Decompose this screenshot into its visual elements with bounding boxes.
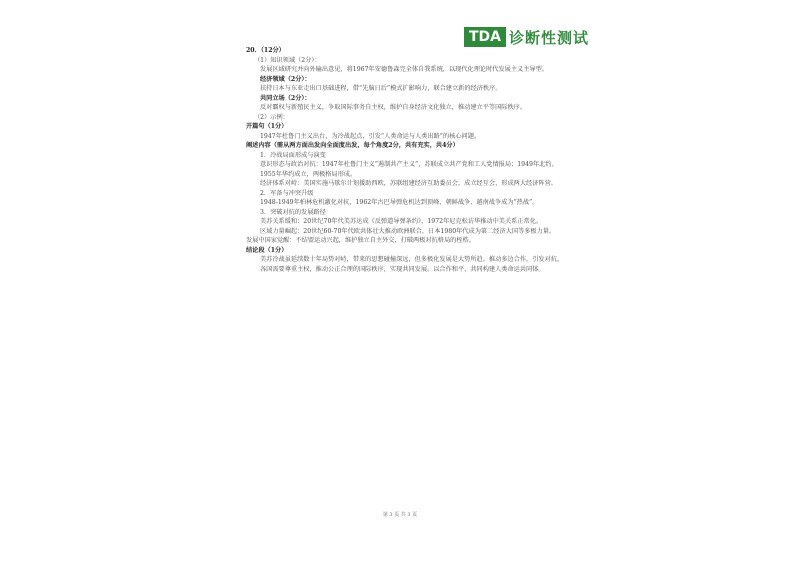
content-line: 发展中国家觉醒：不结盟运动兴起，维护独立自主外交，打破两极对抗格局的桎梏。 (246, 237, 475, 244)
content-line: 反对霸权与新殖民主义，争取国际事务自主权，维护自身经济文化独立，推动建立平等国际秩序。 (260, 104, 527, 111)
tda-logo (464, 27, 589, 47)
page-footer: 第 3 页 共 3 页 (382, 512, 418, 518)
content-line: （1）知识领域（2分）： (254, 56, 321, 64)
content-line: 美苏关系缓和：20世纪70年代美苏达成《反弹道导弹条约》，1972年尼克松访华推动中美关系正常化。 (260, 218, 543, 225)
content-line: 经济体系对峙：美国实施马歇尔计划援助西欧，苏联组建经济互助委员会，成立经互会，形成两大经济阵营。 (260, 180, 557, 187)
content-line: 区域力量崛起：20世纪60-70年代欧共体壮大推动欧洲联合，日本1980年代成为第二经济大国等多极力量。 (260, 227, 556, 235)
answer-content (246, 46, 566, 274)
logo-text: 诊断性测试 (509, 28, 590, 47)
content-line: 阐述内容（需从两方面出发向全面度出发，每个角度2分，共有充实，共4分） (246, 142, 459, 149)
content-line: 结论段（1分） (246, 246, 288, 254)
content-line: 1．冷战局面形成与演变 (260, 151, 326, 159)
logo-box: TDA (464, 27, 506, 47)
content-line: 扶持日本与东亚走出口基础进程，借“先脑日后”模式扩影响力，联合建立新的经济秩序。 (260, 85, 502, 92)
content-line: 共同立场（2分）： (260, 94, 311, 102)
content-line: 20．（12分） (246, 47, 285, 54)
content-line: 发展区域研究并向外输出意见，将1967年安德鲁森完全体自我系统，以现代化理论时代发展主义主导型。 (260, 66, 548, 73)
content-line: 2．军备与冲突升级 (260, 189, 314, 197)
content-line: 1948-1949年柏林危机激化对抗，1962年古巴导弹危机达到顶峰，朝鲜战争、越南战争成为“热战”。 (260, 199, 539, 206)
content-line: 美苏冷战虽延续数十年局势对峙，带来的思想碰撞深远，但多极化发展是大势所趋。推动多边合作，引发对抗，各国需要尊重主权，推动公正合理的国际秩序，实现共同发展。以合作和平，共同构建人类命运共同体。 (260, 256, 564, 273)
content-line: 3．突破对抗的发展路径 (260, 208, 326, 216)
content-line: 意识形态与政治对抗：1947年杜鲁门主义“遏制共产主义”，苏联成立共产党和工人党情报局；1949年北约、1955年华约成立，两极格局形成。 (260, 161, 558, 178)
content-line: 1947年杜鲁门主义出台，为冷战起点，引发“人类命运与人类出路”的核心问题。 (260, 132, 481, 140)
content-line: 经济领域（2分）： (260, 75, 311, 83)
content-line: （2）示例： (254, 113, 289, 121)
content-line: 开篇句（1分） (246, 123, 288, 130)
